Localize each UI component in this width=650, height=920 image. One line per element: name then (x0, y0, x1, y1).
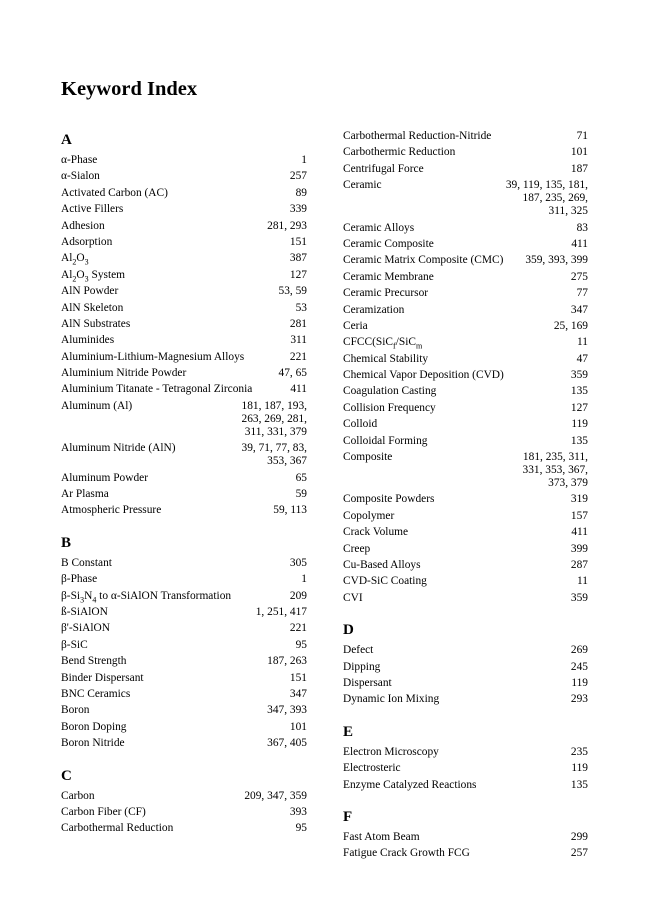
index-pages: 281, 293 (267, 219, 307, 232)
index-entry (343, 644, 588, 657)
index-pages: 11 (577, 575, 588, 588)
index-entry (343, 831, 588, 844)
index-entry (61, 351, 307, 364)
index-term: β-SiC (61, 638, 88, 651)
index-pages: 1, 251, 417 (255, 605, 307, 618)
index-entry (343, 179, 588, 218)
index-term: Fatigue Crack Growth FCG (343, 847, 470, 860)
index-pages: 135 (570, 778, 588, 791)
section-letter-d: D (343, 622, 354, 639)
index-term: Aluminum Nitride (AlN) (61, 442, 176, 455)
index-term: ß-SiAlON (61, 605, 108, 618)
index-entry (343, 661, 588, 674)
index-entry (61, 400, 307, 439)
index-entry (61, 318, 307, 331)
index-term: Creep (343, 542, 371, 555)
index-entry (61, 472, 307, 485)
index-pages: 275 (570, 270, 588, 283)
index-pages: 305 (289, 556, 307, 569)
index-entry (343, 238, 588, 251)
section-gap (61, 754, 307, 766)
index-term: $Al_2O_3$ System (61, 268, 126, 284)
index-entry (343, 510, 588, 523)
index-term: Enzyme Catalyzed Reactions (343, 778, 477, 791)
index-pages: 71 (576, 130, 588, 142)
index-term: Dynamic Ion Mixing (343, 693, 440, 706)
index-pages: 393 (289, 805, 307, 818)
index-term: $Al_2O_3$ (61, 252, 89, 267)
index-entry (343, 254, 588, 267)
index-term: Carbon (61, 789, 95, 802)
index-pages: 127 (289, 268, 307, 281)
index-entry (343, 779, 588, 792)
index-pages: 347, 393 (267, 704, 307, 717)
index-term: Dipping (343, 660, 381, 673)
index-pages: 339 (289, 203, 307, 216)
index-entry (343, 762, 588, 775)
index-pages: 359 (570, 369, 588, 382)
index-term: Ceramic Membrane (343, 270, 434, 283)
index-term: Carbothermic Reduction (343, 146, 456, 159)
index-entry (61, 442, 307, 468)
index-entry (61, 573, 307, 586)
index-entry (61, 655, 307, 668)
index-entry (61, 187, 307, 200)
index-term: Copolymer (343, 509, 395, 522)
index-entry (61, 154, 307, 167)
index-entry (61, 806, 307, 819)
index-term: Chemical Stability (343, 352, 429, 365)
section-letter-f: F (343, 808, 353, 825)
index-pages: 151 (289, 671, 307, 684)
index-pages: 411 (571, 526, 588, 539)
index-term: Ceramic Matrix Composite (CMC) (343, 254, 504, 267)
index-entry (61, 488, 307, 501)
index-entry (343, 222, 588, 235)
index-pages: 95 (295, 822, 307, 835)
index-term: Aluminum (Al) (61, 399, 133, 412)
index-pages: 101 (289, 720, 307, 733)
index-entry (343, 385, 588, 398)
index-entry (61, 203, 307, 216)
section-letter-a: A (61, 132, 72, 148)
index-entry (343, 304, 588, 317)
index-term: Boron Nitride (61, 737, 125, 750)
index-pages: 135 (570, 434, 588, 447)
index-term: Fast Atom Beam (343, 830, 420, 843)
index-pages: 411 (571, 237, 588, 250)
index-term: B Constant (61, 556, 112, 569)
index-pages: 39, 119, 135, 181, 187, 235, 269, 311, 325 (505, 179, 588, 218)
index-term: Ceramic (343, 179, 382, 192)
index-pages: 209, 347, 359 (244, 789, 307, 802)
index-pages: 77 (576, 287, 588, 300)
index-pages: 257 (289, 170, 307, 183)
page-title: Keyword Index (61, 78, 198, 100)
index-entry (61, 220, 307, 233)
index-entry (61, 170, 307, 183)
index-term: Ceria (343, 319, 368, 332)
index-pages: 287 (570, 558, 588, 571)
index-pages: 399 (570, 542, 588, 555)
index-term: Aluminum Powder (61, 471, 149, 484)
index-term: Chemical Vapor Deposition (CVD) (343, 369, 504, 382)
index-column-right (343, 130, 588, 864)
index-term: Defect (343, 644, 374, 657)
index-pages: 245 (570, 660, 588, 673)
index-pages: 119 (571, 762, 588, 775)
index-pages: 221 (289, 622, 307, 635)
index-term: AlN Skeleton (61, 301, 124, 314)
index-entry (61, 236, 307, 249)
index-term: Adhesion (61, 219, 105, 232)
section-gap (343, 710, 588, 722)
index-term: Adsorption (61, 235, 113, 248)
index-entry (61, 557, 307, 570)
index-term: Colloidal Forming (343, 434, 428, 447)
index-entry (343, 402, 588, 415)
index-pages: 347 (289, 687, 307, 700)
index-term: Aluminium Titanate - Tetragonal Zirconia (61, 383, 253, 396)
index-entry (343, 369, 588, 382)
index-term: Bend Strength (61, 655, 127, 668)
index-term: Composite (343, 451, 393, 464)
index-term: Ceramization (343, 303, 405, 316)
index-term: CVD-SiC Coating (343, 575, 427, 588)
index-term: Ceramic Precursor (343, 287, 429, 300)
index-entry (61, 590, 307, 603)
index-term: Active Fillers (61, 203, 124, 216)
index-pages: 235 (570, 745, 588, 758)
index-term: β'-SiAlON (61, 622, 110, 635)
index-entry (343, 146, 588, 159)
index-entry (61, 790, 307, 803)
index-entry (61, 672, 307, 685)
index-pages: 151 (289, 235, 307, 248)
index-pages: 293 (570, 693, 588, 706)
index-entry (61, 704, 307, 717)
index-entry (343, 418, 588, 431)
index-entry (61, 737, 307, 750)
index-term: Binder Dispersant (61, 671, 144, 684)
index-term: α-Phase (61, 154, 98, 166)
index-entry (343, 271, 588, 284)
index-pages: 359 (570, 591, 588, 604)
index-entry (343, 526, 588, 539)
index-pages: 47 (576, 352, 588, 365)
index-term: CVI (343, 591, 363, 604)
index-entry (61, 269, 307, 282)
index-term: Carbothermal Reduction-Nitride (343, 130, 492, 142)
index-pages: 135 (570, 385, 588, 398)
index-pages: 187, 263 (267, 655, 307, 668)
section-gap (61, 521, 307, 533)
index-pages: 269 (570, 644, 588, 657)
index-entry (61, 334, 307, 347)
index-pages: 47, 65 (278, 367, 307, 380)
index-entry (343, 287, 588, 300)
index-pages: 181, 235, 311, 331, 353, 367, 373, 379 (522, 451, 588, 490)
index-pages: 299 (570, 830, 588, 843)
index-entry (343, 451, 588, 490)
index-term: α-Sialon (61, 170, 100, 183)
index-entry (343, 163, 588, 176)
index-pages: 11 (577, 336, 588, 349)
index-pages: 83 (576, 221, 588, 234)
index-entry (61, 302, 307, 315)
index-term: CFCC(SiC$_f$/SiC$_m$ (343, 336, 423, 351)
index-entry (343, 746, 588, 759)
index-term: Cu-Based Alloys (343, 558, 421, 571)
index-entry (343, 677, 588, 690)
index-entry (61, 367, 307, 380)
index-entry (343, 353, 588, 366)
index-term: Activated Carbon (AC) (61, 186, 168, 199)
index-pages: 359, 393, 399 (525, 254, 588, 267)
index-pages: 59 (295, 488, 307, 501)
index-entry (343, 543, 588, 556)
index-entry (61, 721, 307, 734)
index-term: Coagulation Casting (343, 385, 437, 398)
index-term: Ceramic Composite (343, 237, 434, 250)
index-column-left (61, 130, 307, 839)
index-pages: 187 (570, 162, 588, 175)
index-pages: 1 (301, 154, 307, 166)
index-entry (343, 847, 588, 860)
index-term: Carbon Fiber (CF) (61, 805, 146, 818)
index-pages: 89 (295, 186, 307, 199)
index-term: β-Phase (61, 573, 98, 586)
index-entry (61, 688, 307, 701)
index-pages: 181, 187, 193, 263, 269, 281, 311, 331, 379 (241, 399, 307, 438)
index-pages: 127 (570, 401, 588, 414)
index-pages: 257 (570, 847, 588, 860)
index-term: $\beta-Si_3N_4$ to α-SiAlON Transformation (61, 589, 232, 604)
index-entry (343, 130, 588, 143)
index-pages: 387 (289, 252, 307, 265)
index-term: Carbothermal Reduction (61, 822, 174, 835)
index-term: Electron Microscopy (343, 745, 439, 758)
index-term: Colloid (343, 418, 378, 431)
index-term: Aluminides (61, 334, 115, 347)
index-entry (343, 575, 588, 588)
index-pages: 95 (295, 638, 307, 651)
index-term: Crack Volume (343, 526, 409, 539)
index-term: Collision Frequency (343, 401, 436, 414)
index-term: BNC Ceramics (61, 687, 131, 700)
index-pages: 281 (289, 317, 307, 330)
index-entry (61, 606, 307, 619)
index-entry (343, 592, 588, 605)
index-term: Aluminium Nitride Powder (61, 367, 187, 380)
index-term: AlN Powder (61, 285, 119, 298)
index-pages: 157 (570, 509, 588, 522)
index-pages: 1 (301, 573, 307, 586)
index-entry (343, 435, 588, 448)
index-term: Aluminium-Lithium-Magnesium Alloys (61, 350, 245, 363)
index-entry (343, 559, 588, 572)
index-term: Boron (61, 704, 90, 717)
index-pages: 411 (290, 383, 307, 396)
index-term: Atmospheric Pressure (61, 504, 162, 517)
index-pages: 53 (295, 301, 307, 314)
index-pages: 311 (290, 334, 307, 347)
index-entry (61, 504, 307, 517)
index-pages: 367, 405 (267, 737, 307, 750)
section-letter-e: E (343, 723, 354, 740)
section-gap (343, 608, 588, 620)
index-term: Ceramic Alloys (343, 221, 415, 234)
index-pages: 25, 169 (553, 319, 588, 332)
section-letter-b: B (61, 534, 72, 551)
index-term: Composite Powders (343, 493, 435, 506)
index-pages: 65 (295, 471, 307, 484)
index-pages: 119 (571, 418, 588, 431)
index-pages: 347 (570, 303, 588, 316)
index-pages: 53, 59 (278, 285, 307, 298)
index-entry (343, 336, 588, 349)
index-pages: 221 (289, 350, 307, 363)
index-entry (61, 383, 307, 396)
index-term: Electrosteric (343, 762, 401, 775)
index-term: Ar Plasma (61, 488, 109, 501)
index-pages: 39, 71, 77, 83, 353, 367 (241, 442, 307, 468)
section-gap (343, 795, 588, 807)
index-entry (61, 285, 307, 298)
index-pages: 119 (571, 676, 588, 689)
index-term: AlN Substrates (61, 317, 131, 330)
index-pages: 101 (570, 146, 588, 159)
index-pages: 209 (289, 589, 307, 602)
section-letter-c: C (61, 767, 72, 784)
index-entry (61, 622, 307, 635)
index-term: Dispersant (343, 676, 392, 689)
index-entry (61, 252, 307, 265)
index-entry (61, 639, 307, 652)
index-pages: 319 (570, 493, 588, 506)
index-entry (343, 320, 588, 333)
index-term: Centrifugal Force (343, 162, 424, 175)
index-entry (343, 493, 588, 506)
index-pages: 59, 113 (273, 504, 307, 517)
index-entry (343, 693, 588, 706)
index-term: Boron Doping (61, 720, 127, 733)
index-entry (61, 822, 307, 835)
